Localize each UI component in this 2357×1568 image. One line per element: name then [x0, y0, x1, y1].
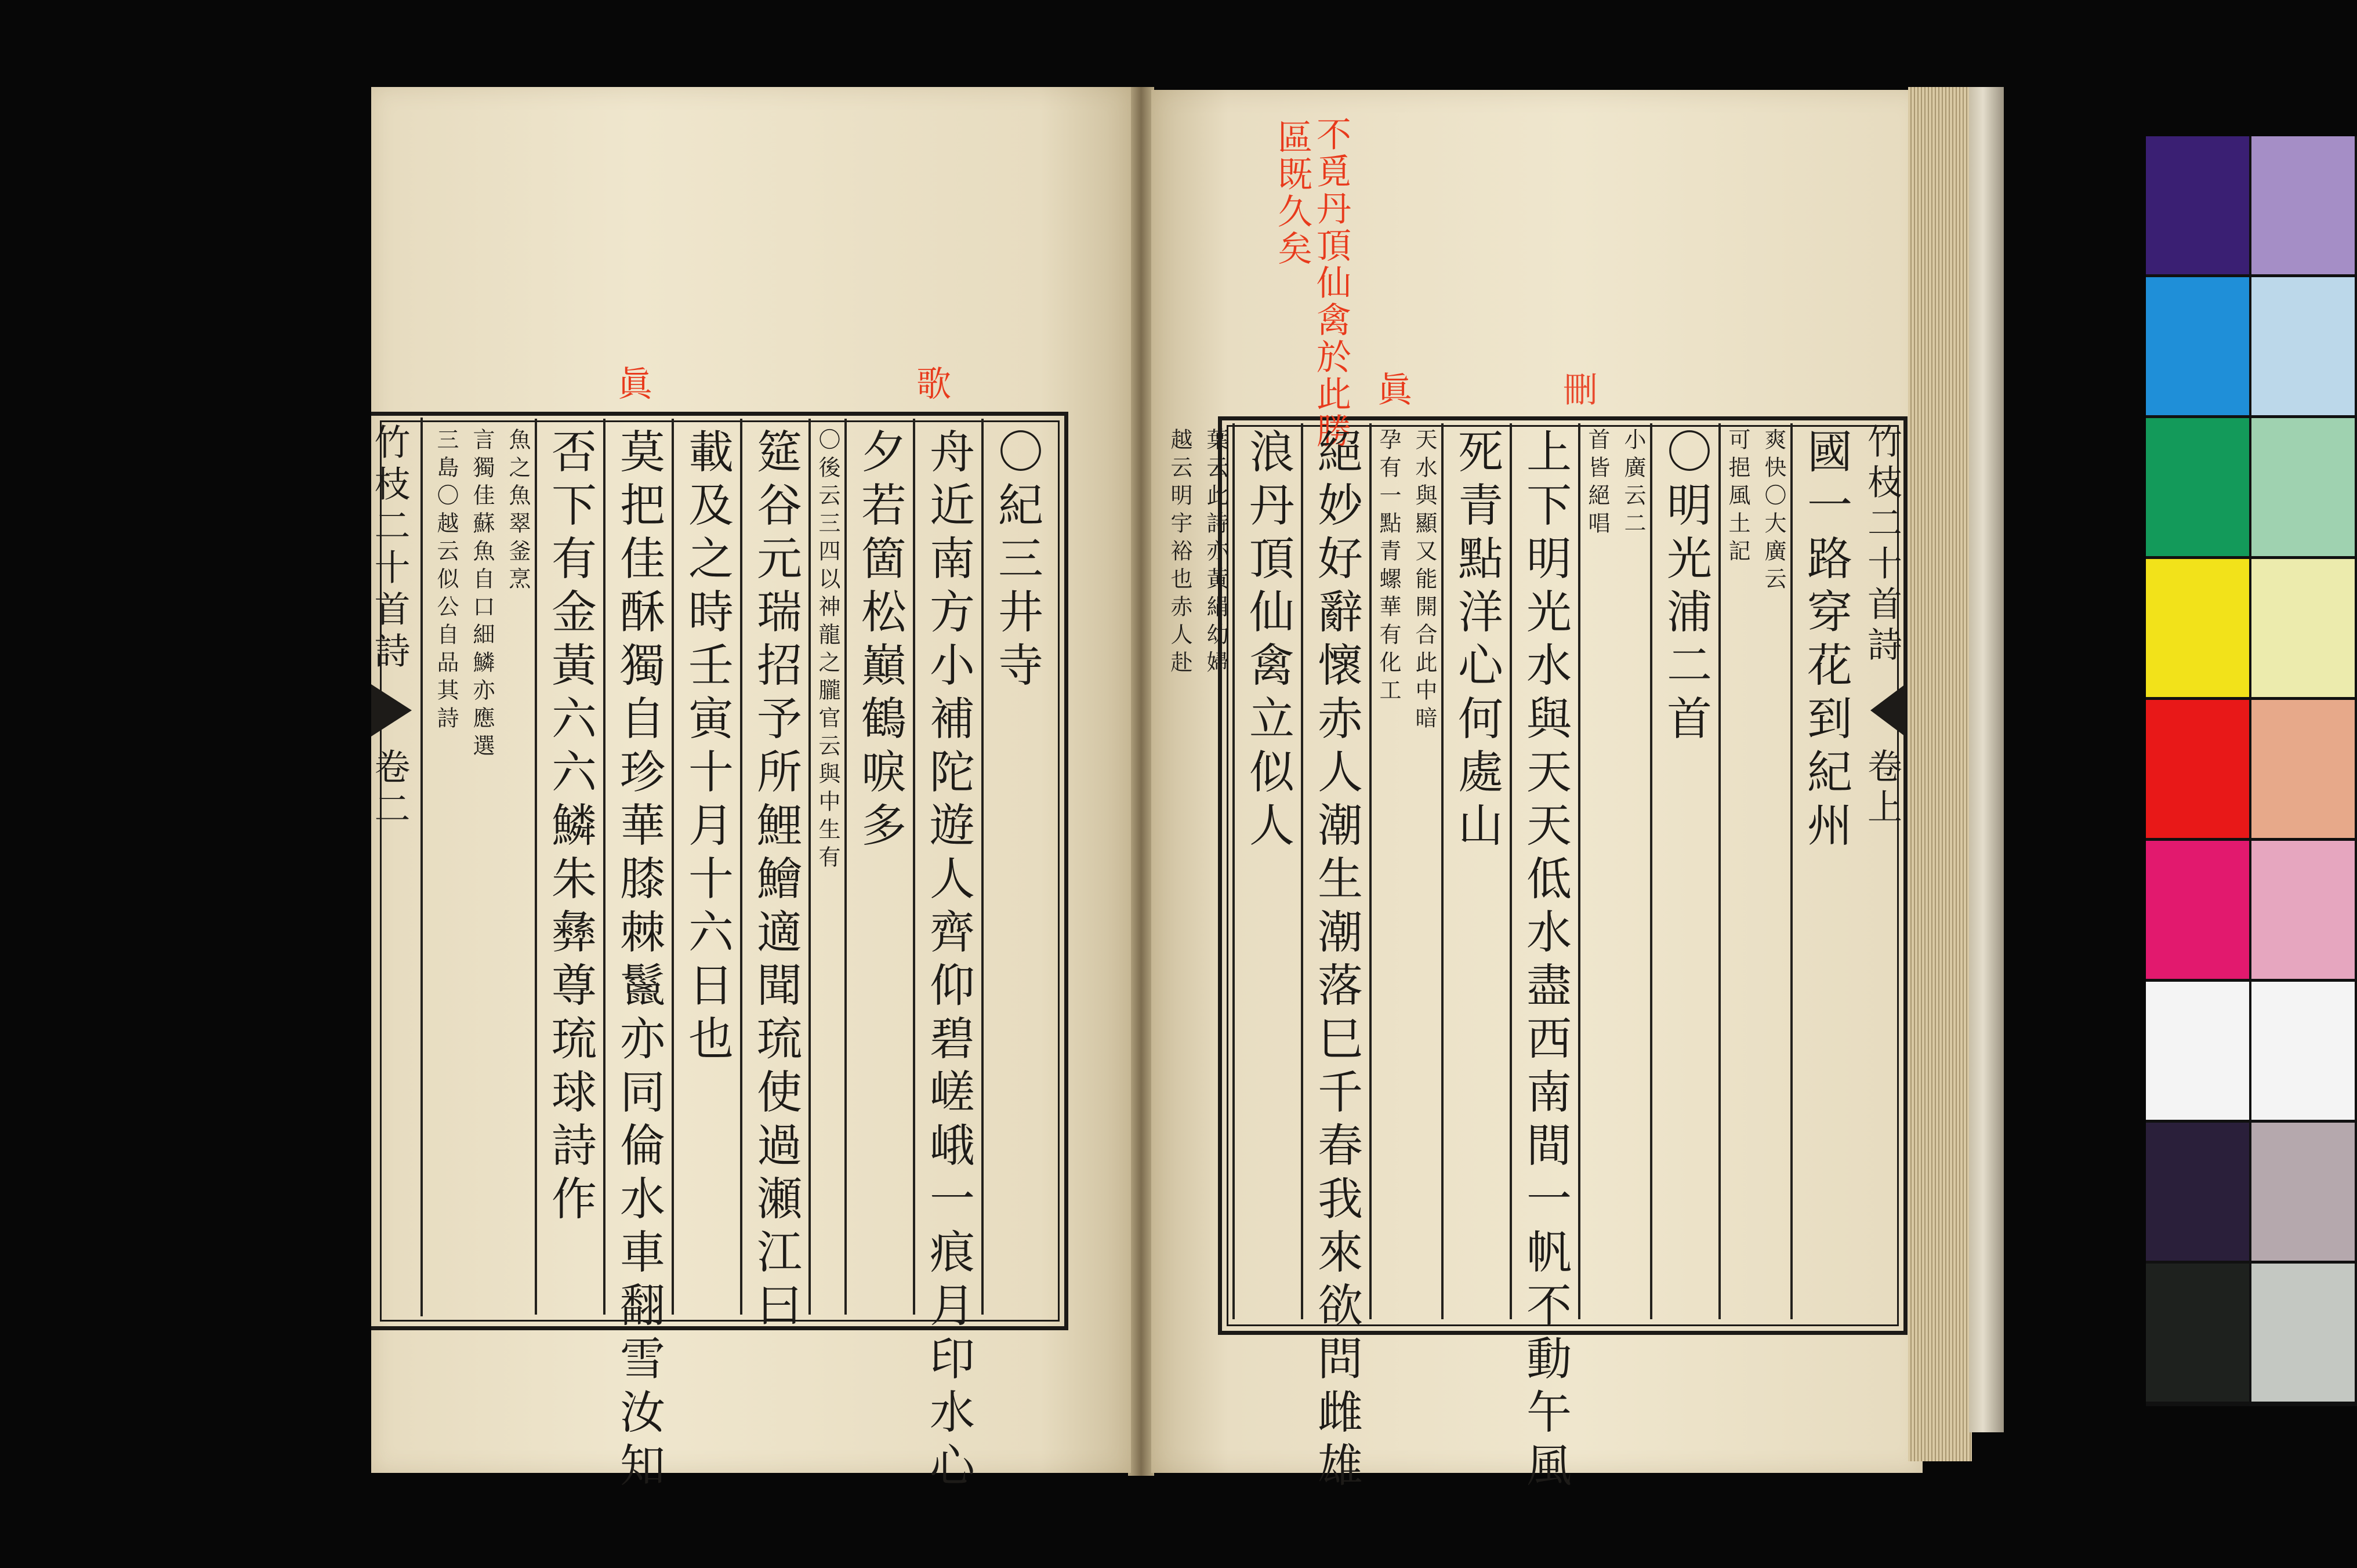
right-column-1: 國一路穿花到紀州	[1800, 428, 1852, 855]
color-swatch	[2146, 1123, 2249, 1261]
color-checker-card	[2146, 136, 2357, 1406]
left-column-6: 載及之時壬寅十月十六日也	[681, 428, 733, 1068]
right-column-12: 浪丹頂仙禽立似人	[1242, 428, 1294, 855]
left-column-rule	[844, 419, 847, 1315]
right-column-5: 小廣云二	[1620, 428, 1646, 539]
color-swatch	[2146, 1264, 2249, 1402]
left-column-11: 三島〇越云似公自品其詩	[433, 428, 459, 734]
left-header-red-zhen: 眞	[612, 365, 652, 400]
right-column-rule	[1232, 423, 1235, 1319]
left-margin-volume: 卷二	[368, 748, 411, 832]
left-column-rule	[672, 419, 674, 1315]
page-edges	[1908, 87, 1972, 1461]
color-swatch	[2146, 700, 2249, 838]
right-header-red-zhen: 眞	[1372, 371, 1412, 406]
right-margin-title: 竹枝二十首詩	[1862, 423, 1902, 667]
top-red-annotation-1: 不覓丹頂仙禽於此勝	[1311, 116, 1351, 450]
right-column-9: 天水與顯又能開合此中暗	[1412, 428, 1437, 734]
right-column-rule	[1650, 423, 1652, 1319]
left-column-2: 舟近南方小補陀遊人齊仰碧嵯峨一痕月印水心	[922, 428, 974, 1495]
right-column-rule	[1301, 423, 1303, 1319]
left-header-red-ge: 歌	[911, 365, 951, 400]
color-swatch	[2251, 559, 2355, 697]
right-column-rule	[1718, 423, 1721, 1319]
top-red-annotation-2: 區既久矣	[1272, 119, 1312, 267]
right-column-2: 爽快〇大廣云	[1761, 428, 1786, 595]
right-column-14: 越云明宇裕也赤人赴	[1167, 428, 1192, 678]
left-column-rule	[535, 419, 537, 1315]
left-column-7: 莫把佳酥獨自珍華膝棘鬣亦同倫水車翻雪汝知	[612, 428, 665, 1495]
color-swatch	[2146, 136, 2249, 274]
right-margin-volume: 卷上	[1862, 748, 1902, 829]
color-swatch	[2146, 559, 2249, 697]
color-swatch	[2146, 277, 2249, 415]
color-swatch	[2251, 841, 2355, 979]
left-column-1: 〇紀三井寺	[991, 428, 1043, 695]
left-margin-rule	[420, 418, 423, 1316]
right-column-8: 死青點洋心何處山	[1451, 428, 1503, 855]
color-swatch	[2146, 418, 2249, 556]
right-column-7: 上下明光水與天天低水盡西南間一帆不動午風	[1519, 428, 1571, 1495]
right-column-13: 葉云此詩亦黃絹幼婦	[1203, 428, 1228, 678]
color-swatch	[2146, 841, 2249, 979]
cover-edge	[1969, 87, 2004, 1432]
color-swatch	[2251, 1123, 2355, 1261]
left-column-rule	[740, 419, 742, 1315]
right-column-rule	[1441, 423, 1444, 1319]
color-swatch	[2146, 982, 2249, 1120]
color-swatch	[2251, 700, 2355, 838]
right-column-10: 孕有一點青螺華有化工	[1376, 428, 1401, 706]
right-column-rule	[1578, 423, 1580, 1319]
left-column-rule	[603, 419, 605, 1315]
left-column-4: 〇後云三四以神龍之朧官云與中生有	[815, 428, 840, 873]
left-column-10: 言獨佳蘇魚自口細鱗亦應選	[469, 428, 495, 762]
right-column-3: 可挹風土記	[1725, 428, 1750, 567]
color-swatch	[2251, 982, 2355, 1120]
left-margin-title: 竹枝二十首詩	[368, 423, 411, 674]
right-header-red-shan: 刪	[1557, 371, 1598, 406]
left-column-rule	[913, 419, 915, 1315]
color-swatch	[2251, 418, 2355, 556]
left-column-rule	[981, 419, 984, 1315]
left-column-3: 夕若箇松巔鶴唳多	[854, 428, 906, 855]
color-swatch	[2251, 277, 2355, 415]
right-column-6: 首皆絕唱	[1584, 428, 1610, 539]
left-column-9: 魚之魚翠釜烹	[505, 428, 531, 595]
color-swatch	[2251, 136, 2355, 274]
right-column-rule	[1369, 423, 1372, 1319]
right-column-rule	[1790, 423, 1793, 1319]
right-column-4: 〇明光浦二首	[1659, 428, 1711, 748]
left-column-8: 否下有金黃六六鱗朱彝尊琉球詩作	[544, 428, 596, 1228]
color-swatch	[2251, 1264, 2355, 1402]
right-column-rule	[1510, 423, 1512, 1319]
left-column-rule	[808, 419, 811, 1315]
left-column-5: 筵谷元瑞招予所鯉鱠適聞琉使過瀬江曰	[749, 428, 802, 1335]
book-gutter	[1128, 87, 1154, 1476]
right-column-11: 絕妙好辭懷赤人潮生潮落巳千春我來欲問雌雄	[1310, 428, 1362, 1495]
